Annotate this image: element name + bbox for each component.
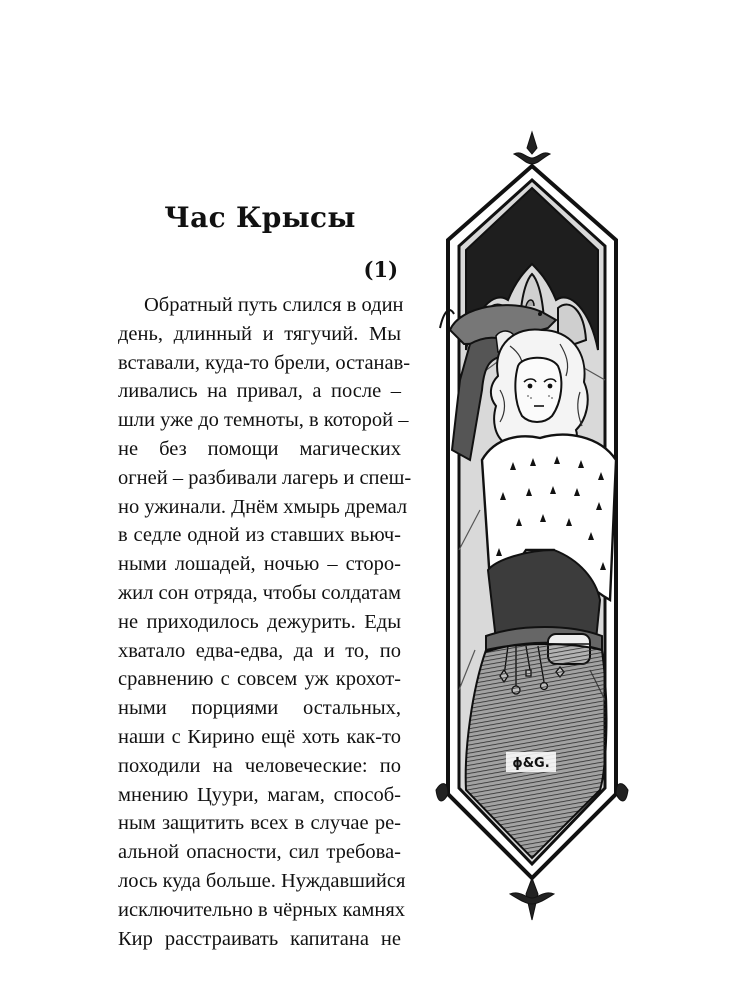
text-line: не без помощи магических [118,437,401,460]
text-line: мнению Цуури, магам, способ- [118,783,401,806]
text-line: сравнению с совсем уж крохот- [118,668,401,691]
text-line: ным защитить всех в случае ре- [118,812,401,835]
body-text [118,291,412,953]
text-line: хватало едва-едва, да и то, по [118,639,401,662]
text-line: Кир расстраивать капитана не [118,927,401,950]
text-line: но ужинали. Днём хмырь дремал [118,495,408,518]
face [515,358,561,422]
text-line: жил сон отряда, чтобы солдатам [118,581,401,604]
text-line: наши с Кирино ещё хоть как-то [118,725,401,748]
text-line: день, длинный и тягучий. Мы [118,322,401,345]
chapter-title: Час Крысы [164,201,356,234]
text-line: исключительно в чёрных камнях [118,898,406,921]
text-line: не приходилось дежурить. Еды [118,610,401,633]
text-line: шли уже до темноты, в которой – [118,409,409,432]
text-line: в седле одной из ставших вьюч- [118,524,401,547]
text-line: огней – разбивали лагерь и спеш- [118,466,412,489]
text-line: походили на человеческие: по [118,754,401,777]
text-line: ными порциями остальных, [118,697,401,720]
stained-glass-window-art [430,130,634,930]
text-line: вставали, куда-то брели, останав- [118,351,411,374]
top-finial [514,132,550,164]
stained-glass-illustration [430,130,634,930]
section-number: (1) [363,257,398,282]
text-line: ливались на привал, а после – [118,380,401,403]
artist-signature [506,752,556,772]
text-line: альной опасности, сил требова- [118,841,401,864]
text-line: Обратный путь слился в один [144,294,404,316]
text-line: лось куда больше. Нуждавшийся [118,869,406,892]
text-line: ными лошадей, ночью – сторо- [118,553,401,576]
signature-text: ɸ&G. [512,756,550,771]
